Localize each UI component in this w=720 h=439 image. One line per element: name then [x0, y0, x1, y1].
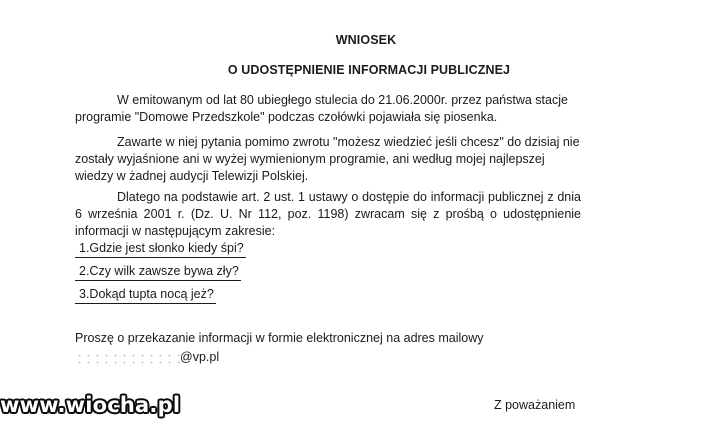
- question-2: 2.Czy wilk zawsze bywa zły?: [75, 263, 241, 281]
- paragraph-legal-basis: Dlatego na podstawie art. 2 ust. 1 ustawy o dostępie do informacji publicznej z dnia 6 września 2001 r. (Dz. U. Nr 112, poz. 1198) zwracam się z prośbą o udostępnienie informacji w następującym zakresie:: [75, 190, 581, 238]
- document-subtitle: O UDOSTĘPNIENIE INFORMACJI PUBLICZNEJ: [227, 63, 511, 77]
- paragraph-questions-context: Zawarte w niej pytania pomimo zwrotu "możesz wiedzieć jeśli chcesz" do dzisiaj nie zostały wyjaśnione ani w wyżej wymienionym programie, ani według mojej najlepszej wiedzy w żadnej audycji Telewizji Polskiej.: [75, 135, 580, 183]
- document-title: WNIOSEK: [335, 33, 397, 47]
- email-domain: @vp.pl: [180, 350, 220, 364]
- paragraph-intro: W emitowanym od lat 80 ubiegłego stulecia do 21.06.2000r. przez państwa stacje programie "Domowe Przedszkole" podczas czołówki pojawiała się piosenka.: [75, 93, 568, 124]
- closing-signature: Z poważaniem: [494, 398, 576, 412]
- question-1: 1.Gdzie jest słonko kiedy śpi?: [75, 240, 246, 258]
- site-watermark: www.wiocha.pl: [0, 393, 181, 417]
- request-text: Proszę o przekazanie informacji w formie elektronicznej na adres mailowy: [75, 331, 484, 345]
- redacted-email-local-part: [75, 352, 180, 364]
- question-3: 3.Dokąd tupta nocą jeż?: [75, 286, 216, 304]
- email-address: [75, 349, 219, 365]
